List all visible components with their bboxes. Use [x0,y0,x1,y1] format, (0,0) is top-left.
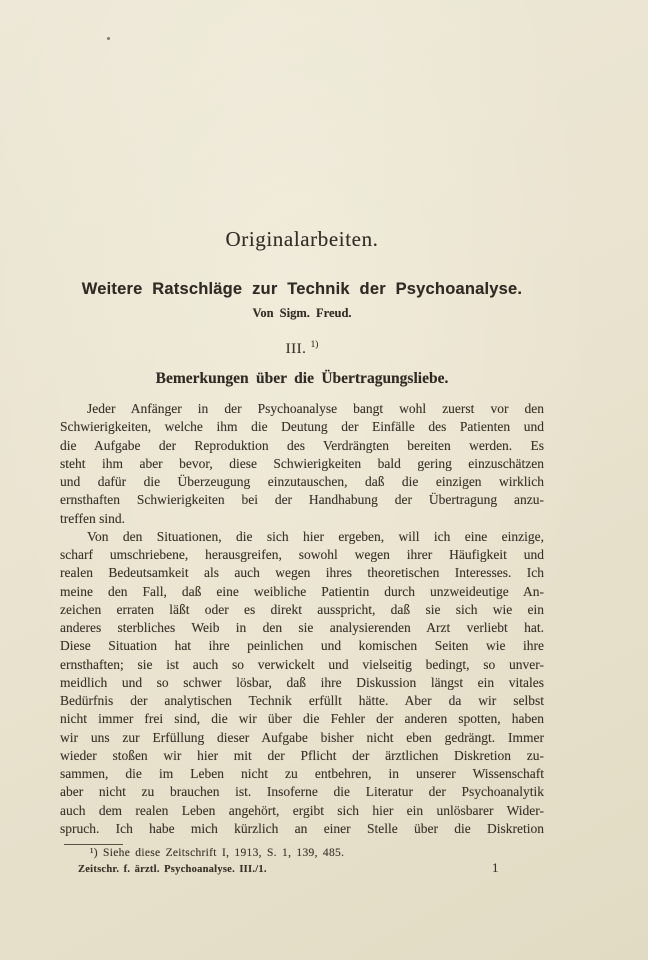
part-number-heading [60,340,544,358]
article-byline: Von Sigm. Freud. [252,306,352,320]
body-text-line: spruch. Ich habe mich kürzlich an einer Stelle über die Diskretion [60,820,544,836]
body-text-line: wieder stoßen wir hier mit der Pflicht der ärztlichen Diskretion zu- [60,747,544,763]
body-text-line: sammen, die im Leben nicht zu entbehren, in unserer Wissenschaft [60,766,544,781]
body-text-line: auch dem realen Leben angehört, ergibt sich hier ein unlösbarer Wider- [60,802,544,818]
body-text-line: anderes sterbliches Weib in den sie analysierenden Arzt verliebt hat. [60,620,544,635]
article-title: Weitere Ratschläge zur Technik der Psychoanalyse. [81,280,523,298]
body-text-line: und dafür die Überzeugung einzutauschen, daß die einzigen wirklich [60,474,544,489]
paragraph-1 [60,400,544,528]
body-text-line: zeichen erraten läßt oder es direkt ausspricht, daß sie sich wie ein [60,601,544,617]
paragraph-2 [60,528,544,838]
body-text-line: Diese Situation hat ihre peinlichen und komischen Seiten wie ihre [60,638,544,654]
body-text-line: meine den Fall, daß eine weibliche Patientin durch unzweideutige An- [60,583,544,599]
body-text-line: scharf umschriebene, herausgreifen, sowohl wegen ihrer Häufigkeit und [60,547,544,562]
body-text-line: Bedürfnis der analytischen Technik erfüllt hätte. Aber da wir selbst [60,693,544,708]
journal-signature-line: Zeitschr. f. ärztl. Psychoanalyse. III./1. [78,864,267,875]
part-footnote-ref: 1) [310,340,319,350]
body-text-line: steht ihm aber bevor, diese Schwierigkeiten bald gering einzuschätzen [60,455,544,471]
body-text-line: meidlich und so schwer lösbar, daß ihre Diskussion längst ein vitales [60,674,544,690]
part-number-label: III. [285,341,307,357]
body-text-line: wir uns zur Erfüllung dieser Aufgabe bisher nicht eben gedrängt. Immer [60,729,544,745]
body-text-line: nicht immer frei sind, die wir über die Fehler der anderen spotten, haben [60,711,544,727]
article-body [60,400,544,838]
body-text-line: realen Bedeutsamkeit als auch wegen ihres theoretischen Interesses. Ich [60,565,544,581]
body-text-line: Jeder Anfänger in der Psychoanalyse bangt wohl zuerst vor den [87,401,544,416]
page-number: 1 [492,860,499,875]
footnote-divider [64,844,123,845]
scan-artifact-speck [107,37,110,40]
body-text-line: treffen sind. [60,510,125,526]
chapter-title: Bemerkungen über die Übertragungsliebe. [155,370,449,387]
body-text-line: aber nicht zu brauchen ist. Insoferne die Literatur der Psychoanalytik [60,784,544,800]
body-text-line: die Aufgabe der Reproduktion des Verdrängten bereiten werden. Es [60,437,544,453]
footnote: ¹) Siehe diese Zeitschrift I, 1913, S. 1, 139, 485. [90,847,345,859]
body-text-line: Schwierigkeiten, welche ihm die Deutung der Einfälle des Patienten und [60,419,544,435]
body-text-line: ernsthaften; sie ist auch so verwickelt und vielseitig bedingt, so unver- [60,656,544,672]
journal-section-heading: Originalarbeiten. [225,227,379,251]
body-text-line: Von den Situationen, die sich hier ergeben, will ich eine einzige, [87,528,544,544]
body-text-line: ernsthaften Schwierigkeiten bei der Handhabung der Übertragung anzu- [60,492,544,508]
